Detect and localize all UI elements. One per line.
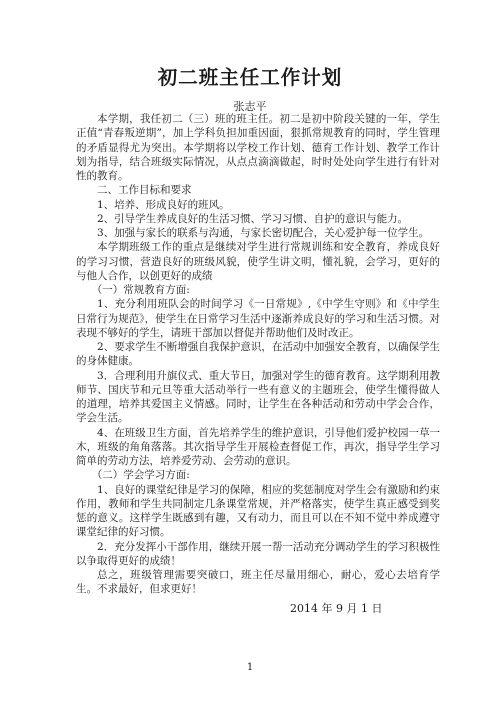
routine-item-2: 2、要求学生不断增强自我保护意识，在活动中加强安全教育，以确保学生的身体健康。 [76, 341, 440, 368]
intro-paragraph: 本学期，我任初二（三）班的班主任。初二是初中阶段关键的一年，学生正值“青春叛逆期”，加上学科负担加重因面，狠抓常规教育的同时，学生管理的矛盾显得尤为突出。本学期将以学校工作计划、德育工作计划、教学工作计划为指导，结合班级实际情况，从点点滴滴做起，时时处处向学生进行有针对性的教育。 [76, 113, 440, 182]
page-number: 1 [246, 662, 254, 673]
summary-paragraph: 总之，班级管理需要突破口，班主任尽量用细心，耐心，爱心去培育学生。不求最好，但求更好！ [76, 569, 440, 596]
document-title: 初二班主任工作计划 [157, 66, 343, 89]
goal-item-2: 2、引导学生养成良好的生活习惯、学习习惯、自护的意识与能力。 [97, 212, 409, 225]
document-body [76, 112, 440, 597]
routine-item-1: 1、充分利用班队会的时间学习《一日常规》,《中学生守则》和《中学生日常行为规范》，使学生在日常学习生活中逐渐养成良好的学习和生活习惯。对表现不够好的学生，请班干部加以督促并帮助他们及时改正。 [76, 298, 440, 339]
goal-item-3: 3、加强与家长的联系与沟通，与家长密切配合，关心爱护每一位学生。 [97, 227, 430, 239]
routine-item-4: 4、在班级卫生方面，首先培养学生的维护意识，引导他们爱护校园一草一木，班级的角角落落。其次指导学生开展检查督促工作，再次，指导学生学习简单的劳动方法，培养爱劳动、会劳动的意识。 [76, 426, 440, 467]
subsection-heading-routine: （一）常规教育方面: [91, 284, 190, 296]
learning-item-1: 1、良好的课堂纪律是学习的保障，相应的奖惩制度对学生会有激励和约束作用，教师和学生共同制定几条课堂常规，并严格落实，使学生真正感受到奖惩的意义。这样学生既感到有趣，又有动力，而且可以在不知不觉中养成遵守课堂纪律的好习惯。 [76, 483, 440, 539]
routine-item-3: 3．合理利用升旗仪式、重大节日，加强对学生的德育教育。这学期利用教师节、国庆节和元旦等重大活动举行一些有意义的主题班会，使学生懂得做人的道理，培养其爱国主义情感。同时，让学生在各种活动和劳动中学会合作，学会生活。 [76, 369, 440, 425]
document-date: 2014 年 9 月 1 日 [290, 602, 383, 615]
author-name: 张志平 [233, 100, 267, 113]
focus-paragraph: 本学期班级工作的重点是继续对学生进行常规训练和安全教育，养成良好的学习习惯，营造良好的班级风貌，使学生讲文明，懂礼貌，会学习，更好的与他人合作，以创更好的成绩 [76, 241, 440, 282]
subsection-heading-learning: （二）学会学习方面: [91, 469, 190, 482]
goal-item-1: 1、培养、形成良好的班风。 [97, 198, 230, 211]
section-heading-goals: 二、工作目标和要求 [97, 184, 192, 197]
learning-item-2: 2．充分发挥小干部作用，继续开展一帮一活动充分调动学生的学习积极性以争取得更好的成绩！ [76, 540, 440, 567]
